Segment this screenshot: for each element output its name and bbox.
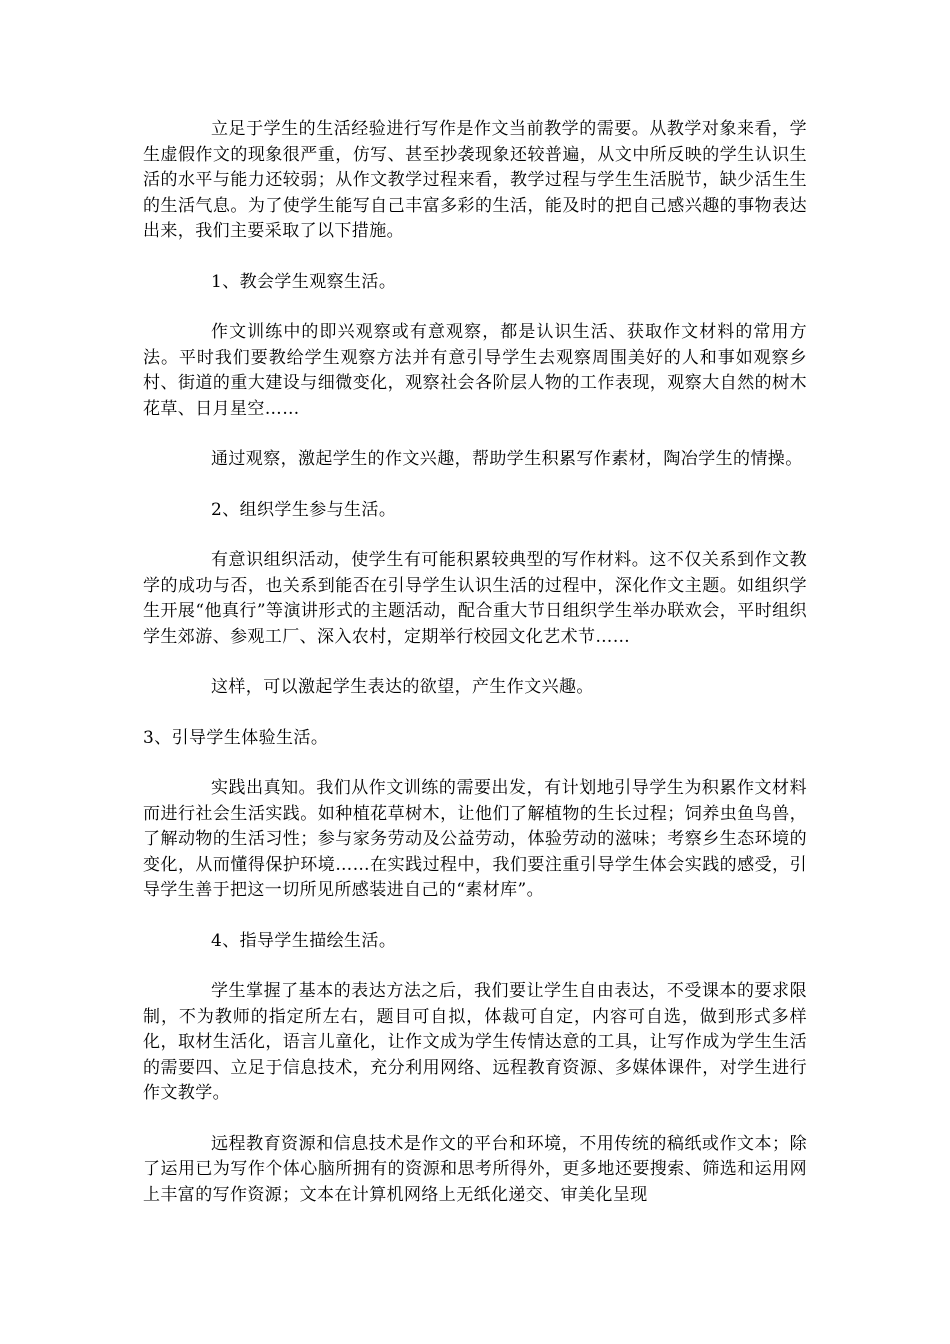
paragraph-intro: 立足于学生的生活经验进行写作是作文当前教学的需要。从教学对象来看，学生虚假作文的现象很严重，仿写、甚至抄袭现象还较普遍，从文中所反映的学生认识生活的水平与能力还较弱；从作文教学过程来看，教学过程与学生生活脱节，缺少活生生的生活气息。为了使学生能写自己丰富多彩的生活，能及时的把自己感兴趣的事物表达出来，我们主要采取了以下措施。 — [143, 119, 807, 241]
heading-describe-life: 4、指导学生描绘生活。 — [211, 930, 397, 951]
document-body — [143, 117, 807, 1233]
paragraph-practice: 实践出真知。我们从作文训练的需要出发，有计划地引导学生为积累作文材料而进行社会生活实践。如种植花草树木，让他们了解植物的生长过程；饲养虫鱼鸟兽，了解动物的生活习性；参与家务劳动及公益劳动，体验劳动的滋味；考察乡生态环境的变化，从而懂得保护环境……在实践过程中，我们要注重引导学生体会实践的感受，引导学生善于把这一切所见所感装进自己的“素材库”。 — [143, 778, 807, 900]
paragraph-activities-benefit: 这样，可以激起学生表达的欲望，产生作文兴趣。 — [211, 677, 594, 697]
heading-observe-life: 1、教会学生观察生活。 — [211, 271, 397, 292]
heading-participate-life: 2、组织学生参与生活。 — [211, 499, 397, 520]
paragraph-observe-benefit: 通过观察，激起学生的作文兴趣，帮助学生积累写作素材，陶冶学生的情操。 — [211, 449, 803, 469]
paragraph-organize-activities: 有意识组织活动，使学生有可能积累较典型的写作材料。这不仅关系到作文教学的成功与否，也关系到能否在引导学生认识生活的过程中，深化作文主题。如组织学生开展“他真行”等演讲形式的主题活动，配合重大节日组织学生举办联欢会，平时组织学生郊游、参观工厂、深入农村，定期举行校园文化艺术节…… — [143, 550, 807, 647]
paragraph-remote-education: 远程教育资源和信息技术是作文的平台和环境，不用传统的稿纸或作文本；除了运用已为写作个体心脑所拥有的资源和思考所得外，更多地还要搜索、筛选和运用网上丰富的写作资源；文本在计算机网络上无纸化递交、审美化呈现 — [143, 1133, 807, 1205]
heading-experience-life: 3、引导学生体验生活。 — [143, 727, 329, 748]
paragraph-observe-methods: 作文训练中的即兴观察或有意观察，都是认识生活、获取作文材料的常用方法。平时我们要教给学生观察方法并有意引导学生去观察周围美好的人和事如观察乡村、街道的重大建设与细微变化，观察社会各阶层人物的工作表现，观察大自然的树木花草、日月星空…… — [143, 322, 807, 419]
paragraph-free-expression: 学生掌握了基本的表达方法之后，我们要让学生自由表达，不受课本的要求限制，不为教师的指定所左右，题目可自拟，体裁可自定，内容可自选，做到形式多样化，取材生活化，语言儿童化，让作文成为学生传情达意的工具，让写作成为学生生活的需要四、立足于信息技术，充分利用网络、远程教育资源、多媒体课件，对学生进行作文教学。 — [143, 981, 807, 1103]
